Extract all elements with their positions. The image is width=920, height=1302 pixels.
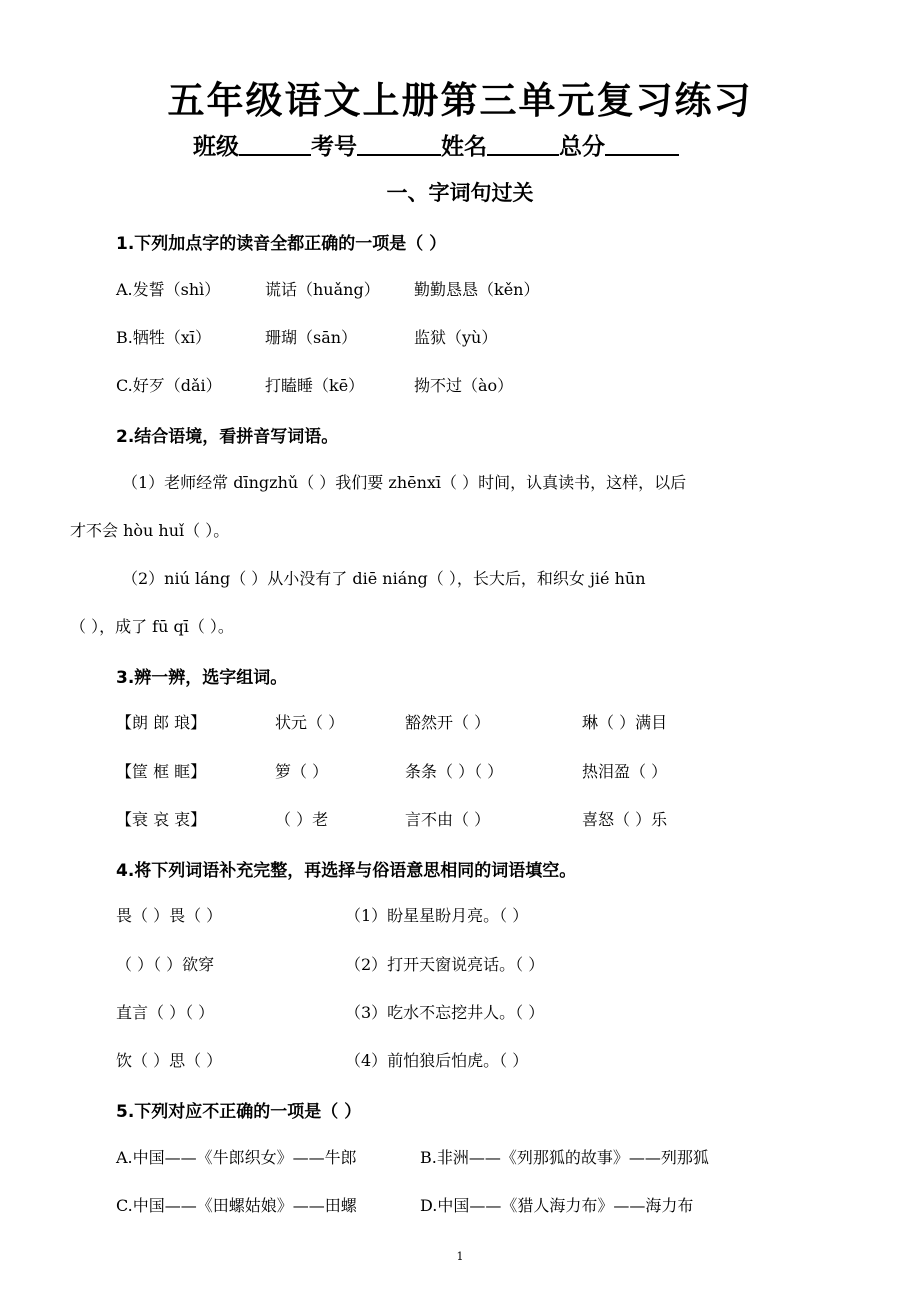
q2-line-4: （ ），成了 fū qī（ ）。 bbox=[70, 617, 234, 636]
q4-saying-1: （1）盼星星盼月亮。（ ） bbox=[345, 906, 529, 925]
page-number: 1 bbox=[456, 1250, 464, 1263]
q1-option-b-2: 珊瑚（sān） bbox=[265, 328, 358, 347]
question-3-stem: 3.辨一辨，选字组词。 bbox=[116, 668, 288, 688]
q3-row-2-word-1: 箩（ ） bbox=[275, 762, 329, 781]
q3-row-2-word-2: 条条（ ）（ ） bbox=[405, 762, 504, 781]
q1-option-b-3: 监狱（yù） bbox=[414, 328, 498, 347]
question-1-stem: 1.下列加点字的读音全都正确的一项是（ ） bbox=[116, 234, 447, 254]
q3-row-3-chars: 【衰 哀 衷】 bbox=[116, 810, 207, 829]
student-info-line bbox=[193, 128, 679, 161]
question-5-stem: 5.下列对应不正确的一项是（ ） bbox=[116, 1102, 362, 1122]
q2-line-3: （2）niú láng（ ）从小没有了 diē niáng（ ），长大后，和织女 jié hūn bbox=[122, 569, 646, 588]
q3-row-3-word-2: 言不由（ ） bbox=[405, 810, 491, 829]
q4-word-3: 直言（ ）（ ） bbox=[116, 1003, 215, 1022]
section-heading: 一、字词句过关 bbox=[386, 181, 534, 205]
q3-row-2-word-3: 热泪盈（ ） bbox=[582, 762, 668, 781]
q4-word-4: 饮（ ）思（ ） bbox=[116, 1051, 223, 1070]
q2-line-2: 才不会 hòu huǐ（ ）。 bbox=[70, 521, 230, 540]
q1-option-c-2: 打瞌睡（kē） bbox=[265, 376, 365, 395]
q4-word-1: 畏（ ）畏（ ） bbox=[116, 906, 223, 925]
q1-option-a-1: A.发誓（shì） bbox=[116, 280, 221, 299]
class-label: 班级 bbox=[193, 134, 239, 160]
q1-option-a-2: 谎话（huǎng） bbox=[265, 280, 380, 299]
exam-blank[interactable] bbox=[357, 132, 441, 156]
q4-saying-4: （4）前怕狼后怕虎。（ ） bbox=[345, 1051, 529, 1070]
q3-row-1-word-1: 状元（ ） bbox=[275, 713, 345, 732]
question-2-stem: 2.结合语境，看拼音写词语。 bbox=[116, 427, 339, 447]
q4-saying-2: （2）打开天窗说亮话。（ ） bbox=[345, 955, 545, 974]
q4-saying-3: （3）吃水不忘挖井人。（ ） bbox=[345, 1003, 545, 1022]
q3-row-1-chars: 【朗 郎 琅】 bbox=[116, 713, 207, 732]
q1-option-a-3: 勤勤恳恳（kěn） bbox=[414, 280, 540, 299]
q1-option-c-3: 拗不过（ào） bbox=[414, 376, 514, 395]
q3-row-3-word-1: （ ）老 bbox=[275, 810, 329, 829]
q1-option-b-1: B.牺牲（xī） bbox=[116, 328, 211, 347]
q5-option-d: D.中国——《猎人海力布》——海力布 bbox=[420, 1196, 694, 1215]
q3-row-3-word-3: 喜怒（ ）乐 bbox=[582, 810, 668, 829]
q4-word-2: （ ）（ ）欲穿 bbox=[116, 955, 215, 974]
q5-option-b: B.非洲——《列那狐的故事》——列那狐 bbox=[420, 1148, 709, 1167]
worksheet-title: 五年级语文上册第三单元复习练习 bbox=[167, 79, 753, 122]
q1-option-c-1: C.好歹（dǎi） bbox=[116, 376, 222, 395]
score-blank[interactable] bbox=[605, 132, 679, 156]
exam-label: 考号 bbox=[311, 134, 357, 160]
q5-option-c: C.中国——《田螺姑娘》——田螺 bbox=[116, 1196, 357, 1215]
q5-option-a: A.中国——《牛郎织女》——牛郎 bbox=[116, 1148, 357, 1167]
q3-row-2-chars: 【筐 框 眶】 bbox=[116, 762, 207, 781]
name-label: 姓名 bbox=[441, 134, 487, 160]
question-4-stem: 4.将下列词语补充完整，再选择与俗语意思相同的词语填空。 bbox=[116, 861, 577, 881]
q2-line-1: （1）老师经常 dīngzhǔ（ ）我们要 zhēnxī（ ）时间，认真读书，这样，以后 bbox=[122, 473, 687, 492]
class-blank[interactable] bbox=[239, 132, 311, 156]
q3-row-1-word-2: 豁然开（ ） bbox=[405, 713, 491, 732]
q3-row-1-word-3: 琳（ ）满目 bbox=[582, 713, 668, 732]
score-label: 总分 bbox=[559, 134, 605, 160]
name-blank[interactable] bbox=[487, 132, 559, 156]
